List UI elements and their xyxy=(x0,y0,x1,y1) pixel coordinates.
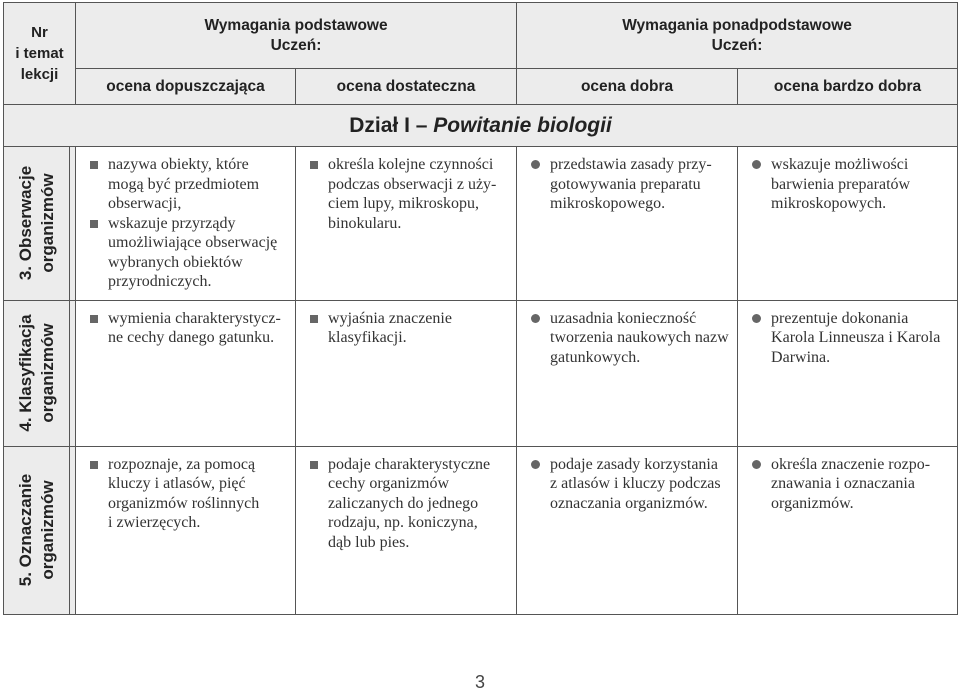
list-item xyxy=(84,155,287,214)
item-line: Karola Linneusza i Karola xyxy=(771,329,941,346)
list-item xyxy=(746,155,949,214)
list-item xyxy=(304,309,508,348)
square-bullet-icon xyxy=(310,315,318,323)
item-line: określa znaczenie rozpo- xyxy=(771,455,931,473)
header-basic-subtitle: Uczeń: xyxy=(270,36,322,54)
round-bullet-icon xyxy=(531,314,540,323)
item-line: wyjaśnia znaczenie xyxy=(328,309,452,327)
lesson-title-line: organizmów xyxy=(37,480,57,580)
item-line: wskazuje możliwości xyxy=(771,156,909,173)
list-item xyxy=(525,455,729,514)
requirement-cell xyxy=(76,446,296,614)
round-bullet-icon xyxy=(531,460,540,469)
item-line: barwienia preparatów xyxy=(771,175,911,193)
item-line: przyrodniczych. xyxy=(108,273,212,290)
item-line: kluczy i atlasów, pięć xyxy=(108,475,246,492)
item-line: zaliczanych do jednego xyxy=(328,494,479,512)
section-prefix: Dział I – xyxy=(349,113,434,137)
grade-header: ocena bardzo dobra xyxy=(738,69,958,105)
item-line: rozpoznaje, za pomocą xyxy=(108,455,256,473)
requirement-cell xyxy=(296,300,517,446)
requirement-cell xyxy=(76,147,296,301)
item-line: tworzenia naukowych nazw xyxy=(550,329,729,346)
requirement-cell xyxy=(296,147,517,301)
item-line: znawania i oznaczania xyxy=(771,475,915,492)
list-item xyxy=(525,155,729,214)
requirement-cell xyxy=(517,300,738,446)
item-line: dąb lub pies. xyxy=(328,533,410,551)
item-line: Darwina. xyxy=(771,348,831,366)
list-item xyxy=(84,214,287,292)
item-line: z atlasów i kluczy podczas xyxy=(550,475,721,492)
header-advanced-title: Wymagania ponadpodstawowe xyxy=(622,16,852,34)
round-bullet-icon xyxy=(752,314,761,323)
square-bullet-icon xyxy=(310,161,318,169)
list-item xyxy=(84,455,287,533)
item-line: prezentuje dokonania xyxy=(771,309,909,327)
square-bullet-icon xyxy=(310,461,318,469)
section-title xyxy=(349,114,612,137)
requirement-cell xyxy=(738,300,958,446)
item-line: ne cechy danego gatunku. xyxy=(108,329,275,346)
round-bullet-icon xyxy=(752,460,761,469)
requirement-cell xyxy=(296,446,517,614)
item-line: klasyfikacji. xyxy=(328,329,407,346)
list-item xyxy=(746,309,949,368)
section-title-italic: Powitanie biologii xyxy=(433,113,612,137)
item-line: rodzaju, np. koniczyna, xyxy=(328,514,478,531)
item-line: cechy organizmów xyxy=(328,475,450,492)
item-line: organizmów. xyxy=(771,494,854,512)
list-item xyxy=(84,309,287,348)
requirement-cell xyxy=(517,147,738,301)
item-line: przedstawia zasady przy- xyxy=(550,156,712,173)
header-nr-line: i temat xyxy=(15,45,64,62)
lesson-title-cell xyxy=(4,300,70,446)
item-line: uzasadnia konieczność xyxy=(550,309,697,327)
requirement-cell xyxy=(76,300,296,446)
item-line: podaje zasady korzystania xyxy=(550,455,718,473)
item-line: mogą być przedmiotem xyxy=(108,175,260,193)
header-advanced-subtitle: Uczeń: xyxy=(711,36,763,54)
list-item xyxy=(304,455,508,553)
item-line: gotowywania preparatu xyxy=(550,175,701,193)
item-line: oznaczania organizmów. xyxy=(550,494,708,512)
square-bullet-icon xyxy=(90,315,98,323)
header-nr-line: Nr xyxy=(31,24,48,41)
header-nr-cell xyxy=(4,3,76,105)
item-line: umożliwiające obserwację xyxy=(108,234,278,251)
lesson-title xyxy=(15,166,59,280)
header-basic-requirements xyxy=(76,3,517,69)
requirement-cell xyxy=(738,446,958,614)
item-line: binokularu. xyxy=(328,214,402,232)
header-advanced-requirements xyxy=(517,3,958,69)
lesson-title-cell xyxy=(4,147,70,301)
lesson-title-cell xyxy=(4,446,70,614)
section-header xyxy=(4,105,958,147)
header-nr-line: lekcji xyxy=(20,66,59,83)
grade-header: ocena dopuszczająca xyxy=(76,69,296,105)
header-basic-title: Wymagania podstawowe xyxy=(204,16,388,34)
page-number: 3 xyxy=(474,672,485,692)
requirements-table xyxy=(3,2,958,615)
item-line: mikroskopowych. xyxy=(771,195,887,212)
square-bullet-icon xyxy=(90,461,98,469)
round-bullet-icon xyxy=(531,160,540,169)
lesson-title xyxy=(15,474,59,586)
item-line: podaje charakterystyczne xyxy=(328,455,491,473)
lesson-title xyxy=(15,314,59,431)
item-line: wybranych obiektów xyxy=(108,253,243,271)
item-line: wymienia charakterystycz- xyxy=(108,309,281,327)
lesson-title-line: organizmów xyxy=(37,323,57,423)
grade-header: ocena dobra xyxy=(517,69,738,105)
lesson-title-line: 3. Obserwacje xyxy=(15,166,35,281)
list-item xyxy=(304,155,508,233)
item-line: określa kolejne czynności xyxy=(328,156,494,173)
round-bullet-icon xyxy=(752,160,761,169)
list-item xyxy=(525,309,729,368)
item-line: organizmów roślinnych xyxy=(108,494,260,512)
item-line: podczas obserwacji z uży- xyxy=(328,175,497,193)
item-line: wskazuje przyrządy xyxy=(108,214,236,232)
lesson-title-line: 5. Oznaczanie xyxy=(15,473,35,587)
item-line: gatunkowych. xyxy=(550,348,641,366)
requirement-cell xyxy=(738,147,958,301)
square-bullet-icon xyxy=(90,220,98,228)
list-item xyxy=(746,455,949,514)
lesson-title-line: 4. Klasyfikacja xyxy=(15,314,35,432)
item-line: i zwierzęcych. xyxy=(108,514,201,531)
lesson-title-line: organizmów xyxy=(37,173,57,273)
grade-header: ocena dostateczna xyxy=(296,69,517,105)
item-line: obserwacji, xyxy=(108,195,182,212)
item-line: ciem lupy, mikroskopu, xyxy=(328,195,479,212)
square-bullet-icon xyxy=(90,161,98,169)
requirement-cell xyxy=(517,446,738,614)
item-line: nazywa obiekty, które xyxy=(108,156,249,173)
item-line: mikroskopowego. xyxy=(550,195,666,212)
